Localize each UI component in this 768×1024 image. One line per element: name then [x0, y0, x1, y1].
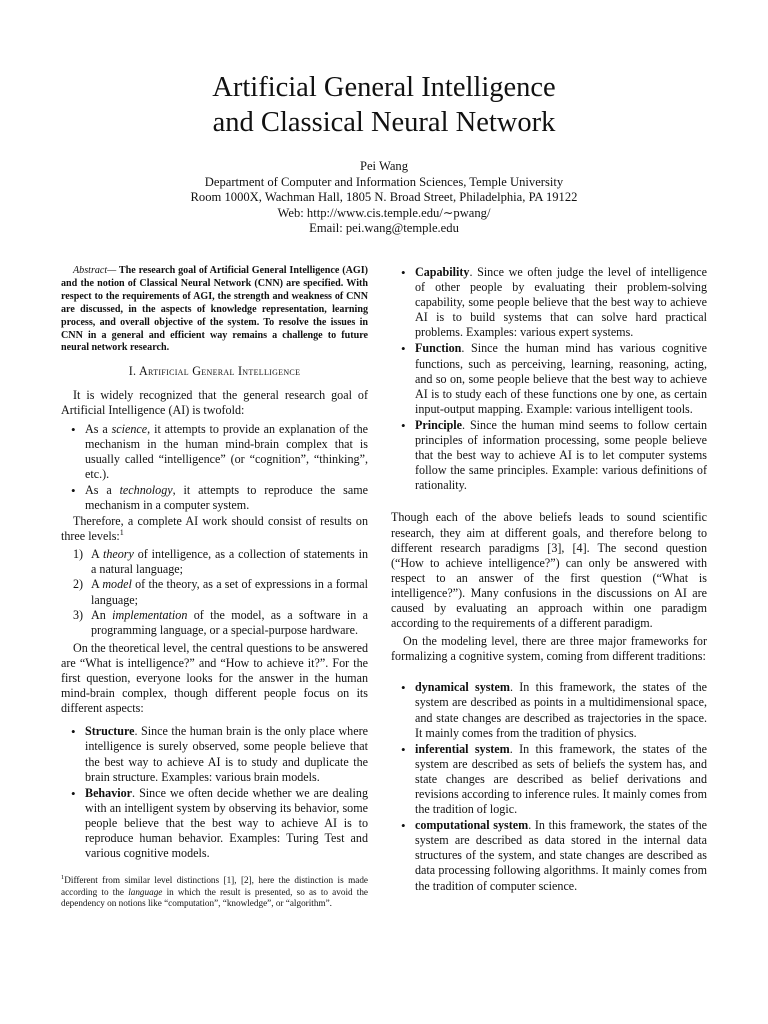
list-item: • computational system. In this framework, the states of the system are described as data stored in the internal data structures of the system, and state changes are described as data processing following algorithms. It mainly comes from the tradition of computer science. [391, 818, 707, 893]
footnote-mark: 1 [61, 873, 65, 881]
list-item: • Structure. Since the human brain is the only place where intelligence is surely observed, some people believe that the best way to achieve AI is to study and duplicate the brain structure. Examples: various brain models. [61, 724, 368, 784]
list-item: • Capability. Since we often judge the level of intelligence of other people by evaluating their problem-solving capability, some people believe that the best way to achieve AI is to build systems that can solve hard practical problems. Examples: various expert systems. [391, 265, 707, 340]
paragraph-intro: It is widely recognized that the general research goal of Artificial Intelligence (AI) is twofold: [61, 388, 368, 418]
author-email: Email: pei.wang@temple.edu [309, 221, 459, 236]
list-item: 3) An implementation of the model, as a software in a programming language, or a special-purpose hardware. [73, 607, 368, 637]
list-item: 1) A theory of intelligence, as a collection of statements in a natural language; [73, 547, 369, 577]
list-item: • inferential system. In this framework, the states of the system are described as sets of beliefs the system has, and state changes are described as belief derivations and revisions according to inference rules. It mainly comes from the tradition of logic. [391, 742, 707, 817]
frameworks-list [391, 680, 707, 893]
list-item: • Function. Since the human mind has various cognitive functions, such as perceiving, learning, reasoning, acting, and so on, some people believe that the best way to achieve AI is to study each of these functions one by one, as certain input-output mapping. Example: various intelligent tools. [391, 341, 707, 416]
list-item: • Principle. Since the human mind seems to follow certain principles of information processing, some people believe that the best way to achieve AI is to let computer systems follow the same principles. Example: various definitions of rationality. [391, 418, 707, 493]
paragraph-levels: Therefore, a complete AI work should consist of results on three levels:$^1$ [61, 514, 368, 544]
list-item: 2) A model of the theory, as a set of expressions in a formal language; [73, 577, 368, 607]
list-item: • As a technology, it attempts to reproduce the same mechanism in a computer system. [61, 483, 368, 513]
list-item: • As a science, it attempts to provide an explanation of the mechanism in the human mind-brain complex that is usually called “intelligence” (or “cognition”, “thinking”, etc.). [61, 422, 368, 482]
author-address: Room 1000X, Wachman Hall, 1805 N. Broad Street, Philadelphia, PA 19122 [190, 190, 578, 205]
footnote: $^1$Different from similar level distinctions [1], [2], here the distinction is made according to the language in which the result is presented, so as to avoid the dependency on notions like “computation”, “knowledge”, or “algorithm”. [61, 873, 369, 909]
author-block [0, 159, 768, 237]
right-column [391, 265, 707, 895]
paragraph-theoretical: On the theoretical level, the central questions to be answered are “What is intelligence?” and “How to achieve it?”. For the first question, everyone looks for the answer in the human mind-brain complex, though different people focus on its different aspects: [61, 640, 368, 716]
section-heading: I. Artificial General Intelligence [128, 364, 301, 379]
author-name: Pei Wang [359, 159, 409, 173]
twofold-list [61, 422, 368, 514]
author-web: Web: http://www.cis.temple.edu/∼pwang/ [277, 205, 491, 220]
paragraph-modeling: On the modeling level, there are three major frameworks for formalizing a cognitive system, coming from different traditions: [391, 634, 707, 664]
levels-list [61, 547, 368, 638]
list-item: • dynamical system. In this framework, the states of the system are described as points in a multidimensional space, and state changes are described as trajectories in the space. It mainly comes from the tradition of physics. [391, 680, 707, 740]
abstract-label: Abstract— [73, 265, 117, 276]
left-column [61, 265, 368, 862]
paragraph-beliefs: Though each of the above beliefs leads to sound scientific research, they aim at different goals, and therefore belong to different research paradigms [3], [4]. The second question (“How to achieve intelligence?”) can only be answered with respect to an answer of the first question (“What is intelligence?”). Many confusions in the discussions on AI are caused by evaluating an approach within one paradigm according to the requirements of a different paradigm. [391, 510, 707, 631]
abstract-text: The research goal of Artificial General Intelligence (AGI) and the notion of Classical Neural Network (CNN) are specified. With respect to the requirements of AGI, the strength and weakness of CNN are discussed, in the aspects of knowledge representation, learning process, and overall objective of the system. To resolve the issues in CNN in a general and efficient way remains a challenge to future neural network research. [61, 265, 368, 354]
list-item: • Behavior. Since we often decide whether we are dealing with an intelligent system by observing its behavior, some people believe that the best way to achieve AI is to reproduce human behavior. Examples: Turing Test and various cognitive models. [61, 786, 368, 861]
abstract [61, 265, 368, 355]
paper-title [0, 70, 768, 140]
title-line-2: and Classical Neural Network [212, 107, 556, 138]
author-affiliation: Department of Computer and Information Sciences, Temple University [204, 174, 564, 189]
title-line-1: Artificial General Intelligence [212, 72, 556, 103]
footnote-marker: 1 [119, 528, 124, 538]
aspects-list-left [61, 724, 368, 861]
aspects-list-right [391, 265, 707, 493]
